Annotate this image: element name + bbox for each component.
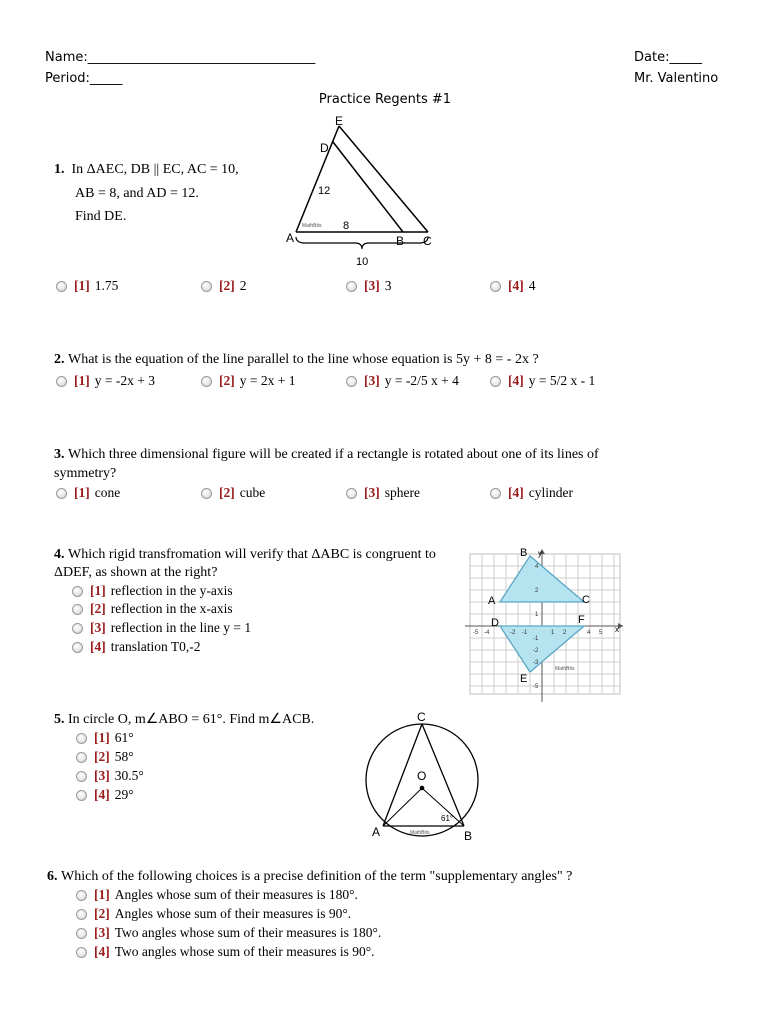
radio-button[interactable]	[201, 376, 212, 387]
radio-button[interactable]	[76, 771, 87, 782]
radio-button[interactable]	[72, 586, 83, 597]
svg-text:4: 4	[587, 630, 591, 636]
q2-option-2[interactable]: [2] y = 2x + 1	[201, 372, 295, 390]
q1-watermark: MathBits	[302, 223, 322, 229]
q1-segment-ab-label: 8	[343, 220, 350, 232]
radio-button[interactable]	[201, 488, 212, 499]
page-title: Practice Regents #1	[318, 92, 452, 107]
svg-text:-2: -2	[510, 630, 516, 636]
q5-label-o: O	[417, 769, 427, 783]
q4-option-3[interactable]: [3] reflection in the line y = 1	[72, 619, 251, 637]
question-1-triangle-figure	[283, 114, 443, 274]
q3-option-3[interactable]: [3] sphere	[346, 484, 420, 502]
radio-button[interactable]	[76, 790, 87, 801]
question-3-number: 3.	[54, 447, 65, 462]
question-1-text-line3: Find DE.	[75, 209, 127, 224]
date-line: _____	[669, 50, 702, 65]
question-5	[54, 710, 314, 729]
q5-label-a: A	[372, 825, 381, 839]
q4-option-2[interactable]: [2] reflection in the x-axis	[72, 600, 233, 618]
date-label: Date:	[634, 50, 670, 65]
q2-option-4[interactable]: [4] y = 5/2 x - 1	[490, 372, 595, 390]
q6-option-3[interactable]: [3] Two angles whose sum of their measures is 180°.	[76, 924, 381, 942]
q1-segment-ad-label: 12	[318, 185, 331, 197]
period-field	[45, 71, 122, 87]
radio-button[interactable]	[346, 488, 357, 499]
q4-label-c: C	[582, 594, 590, 606]
question-1-line1	[54, 160, 239, 179]
question-5-circle-figure	[358, 708, 488, 848]
q1-option-2[interactable]: [2] 2	[201, 277, 247, 295]
q2-option-1[interactable]: [1] y = -2x + 3	[56, 372, 155, 390]
q6-option-2[interactable]: [2] Angles whose sum of their measures is 90°.	[76, 905, 351, 923]
q4-watermark: MathBits	[555, 666, 575, 672]
q1-option-1[interactable]: [1] 1.75	[56, 277, 118, 295]
svg-text:1: 1	[551, 630, 555, 636]
q4-label-d: D	[491, 617, 499, 629]
q4-axis-x-label: x	[615, 625, 619, 634]
teacher-name: Mr. Valentino	[634, 71, 719, 86]
question-1-text-line2: AB = 8, and AD = 12.	[75, 186, 199, 201]
name-line: ___________________________________	[87, 50, 316, 65]
svg-text:-5: -5	[473, 630, 479, 636]
q1-option-3[interactable]: [3] 3	[346, 277, 392, 295]
svg-text:-2: -2	[533, 648, 539, 654]
radio-button[interactable]	[56, 376, 67, 387]
radio-button[interactable]	[76, 752, 87, 763]
radio-button[interactable]	[76, 890, 87, 901]
question-6	[47, 867, 572, 886]
question-6-text: Which of the following choices is a precise definition of the term "supplementary angles" ?	[61, 869, 573, 884]
question-2	[54, 350, 539, 369]
q5-option-3[interactable]: [3] 30.5°	[76, 767, 144, 785]
svg-text:-1: -1	[533, 636, 539, 642]
question-4-text-line1: Which rigid transfromation will verify that ΔABC is congruent to	[68, 547, 436, 562]
question-1-text-line1: In ΔAEC, DB || EC, AC = 10,	[71, 162, 239, 177]
svg-text:2: 2	[563, 630, 567, 636]
q3-option-4[interactable]: [4] cylinder	[490, 484, 573, 502]
period-line: _____	[89, 71, 123, 86]
radio-button[interactable]	[72, 604, 83, 615]
q4-label-b: B	[520, 547, 528, 559]
radio-button[interactable]	[56, 488, 67, 499]
name-label: Name:	[45, 50, 88, 65]
period-label: Period:	[45, 71, 90, 86]
q4-option-4[interactable]: [4] translation T0,-2	[72, 638, 200, 656]
q1-label-a: A	[286, 231, 295, 245]
question-6-number: 6.	[47, 869, 58, 884]
radio-button[interactable]	[346, 281, 357, 292]
q5-label-c: C	[417, 710, 426, 724]
radio-button[interactable]	[76, 947, 87, 958]
q6-option-4[interactable]: [4] Two angles whose sum of their measures is 90°.	[76, 943, 375, 961]
q5-option-4[interactable]: [4] 29°	[76, 786, 134, 804]
question-3	[54, 445, 644, 483]
q6-option-1[interactable]: [1] Angles whose sum of their measures is 180°.	[76, 886, 358, 904]
radio-button[interactable]	[76, 909, 87, 920]
svg-text:-1: -1	[522, 630, 528, 636]
date-field	[634, 50, 702, 66]
q1-label-c: C	[423, 234, 432, 248]
q5-option-1[interactable]: [1] 61°	[76, 729, 134, 747]
question-4-line1	[54, 545, 436, 564]
q5-watermark: MathBits	[410, 830, 430, 836]
q3-option-1[interactable]: [1] cone	[56, 484, 120, 502]
radio-button[interactable]	[346, 376, 357, 387]
radio-button[interactable]	[72, 623, 83, 634]
question-1-number: 1.	[54, 162, 65, 177]
radio-button[interactable]	[201, 281, 212, 292]
radio-button[interactable]	[76, 928, 87, 939]
q4-label-a: A	[488, 595, 496, 607]
radio-button[interactable]	[72, 642, 83, 653]
q1-label-d: D	[320, 141, 329, 155]
question-2-number: 2.	[54, 352, 65, 367]
q5-option-2[interactable]: [2] 58°	[76, 748, 134, 766]
q1-option-4[interactable]: [4] 4	[490, 277, 536, 295]
q5-angle-label: 61°	[441, 814, 454, 823]
q3-option-2[interactable]: [2] cube	[201, 484, 265, 502]
svg-text:-5: -5	[533, 684, 539, 690]
radio-button[interactable]	[490, 281, 501, 292]
q1-segment-ac-label: 10	[356, 256, 369, 268]
radio-button[interactable]	[490, 376, 501, 387]
question-5-text: In circle O, m∠ABO = 61°. Find m∠ACB.	[68, 712, 315, 727]
q4-label-e: E	[520, 673, 528, 685]
svg-text:2: 2	[535, 588, 539, 594]
svg-text:-3: -3	[533, 660, 539, 666]
svg-text:-4: -4	[484, 630, 490, 636]
q5-label-b: B	[464, 829, 473, 843]
question-4-coordinate-grid-figure	[465, 546, 625, 704]
radio-button[interactable]	[76, 733, 87, 744]
question-2-text: What is the equation of the line parallel to the line whose equation is 5y + 8 = - 2x ?	[68, 352, 539, 367]
question-4-number: 4.	[54, 547, 65, 562]
question-4-text-line2: ΔDEF, as shown at the right?	[54, 565, 218, 580]
question-5-number: 5.	[54, 712, 65, 727]
name-field	[45, 50, 315, 66]
radio-button[interactable]	[490, 488, 501, 499]
q2-option-3[interactable]: [3] y = -2/5 x + 4	[346, 372, 459, 390]
q4-option-1[interactable]: [1] reflection in the y-axis	[72, 582, 233, 600]
question-3-text: Which three dimensional figure will be created if a rectangle is rotated about one of its lines of symmetry?	[54, 447, 599, 481]
svg-text:5: 5	[599, 630, 603, 636]
radio-button[interactable]	[56, 281, 67, 292]
q1-label-e: E	[335, 114, 344, 128]
q4-axis-y-label: y	[538, 549, 542, 558]
q1-label-b: B	[396, 234, 405, 248]
q4-label-f: F	[578, 614, 585, 626]
svg-text:4: 4	[535, 564, 539, 570]
svg-text:1: 1	[535, 612, 539, 618]
